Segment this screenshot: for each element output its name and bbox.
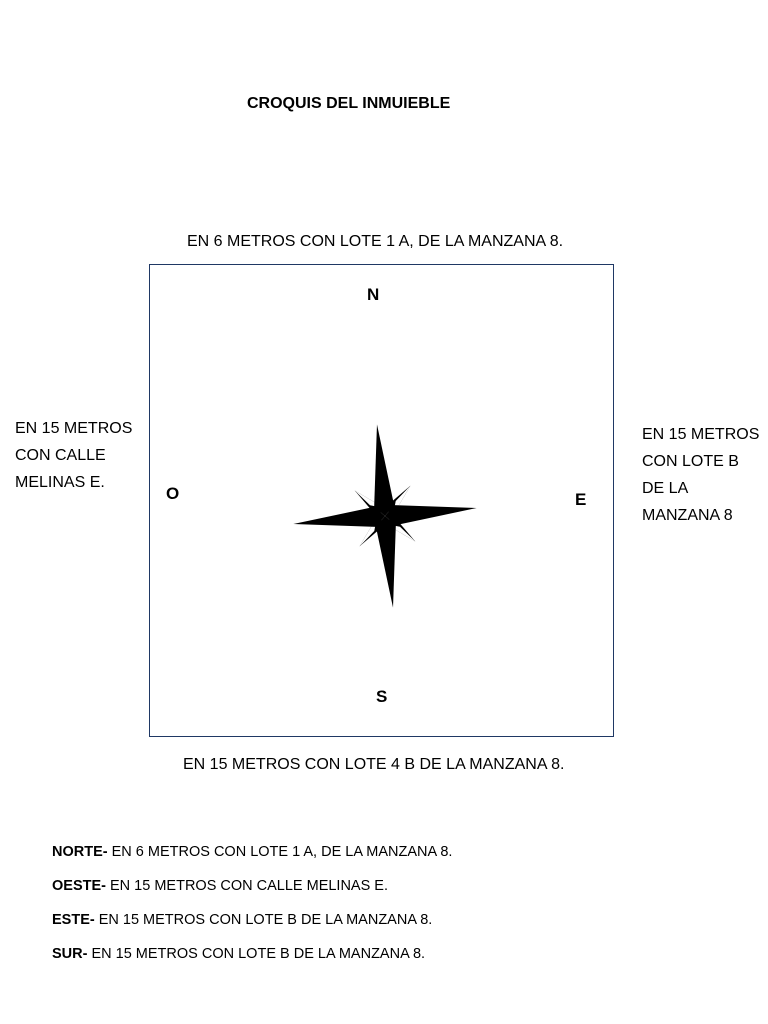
note-label: SUR- (52, 946, 88, 962)
compass-rose-icon (290, 418, 480, 608)
south-label: S (376, 687, 388, 706)
west-boundary-text: EN 15 METROS CON CALLE MELINAS E. (15, 420, 133, 491)
note-south (52, 942, 452, 976)
east-boundary-text: EN 15 METROS CON LOTE B DE LA MANZANA 8 (642, 426, 760, 524)
note-label: NORTE- (52, 844, 108, 860)
note-west (52, 874, 452, 908)
east-label: E (575, 490, 587, 509)
note-text: EN 15 METROS CON LOTE B DE LA MANZANA 8. (87, 946, 426, 962)
west-label: O (166, 484, 180, 503)
north-boundary-text: EN 6 METROS CON LOTE 1 A, DE LA MANZANA 8. (187, 233, 564, 250)
note-east (52, 908, 452, 942)
note-text: EN 15 METROS CON CALLE MELINAS E. (105, 878, 389, 894)
note-text: EN 6 METROS CON LOTE 1 A, DE LA MANZANA 8. (107, 844, 453, 860)
boundary-notes (52, 840, 452, 976)
note-north (52, 840, 452, 874)
note-label: OESTE- (52, 878, 106, 894)
note-text: EN 15 METROS CON LOTE B DE LA MANZANA 8. (94, 912, 433, 928)
page-title: CROQUIS DEL INMUIEBLE (247, 95, 451, 112)
south-boundary-text: EN 15 METROS CON LOTE 4 B DE LA MANZANA 8. (183, 756, 565, 773)
note-label: ESTE- (52, 912, 95, 928)
north-label: N (367, 285, 380, 304)
